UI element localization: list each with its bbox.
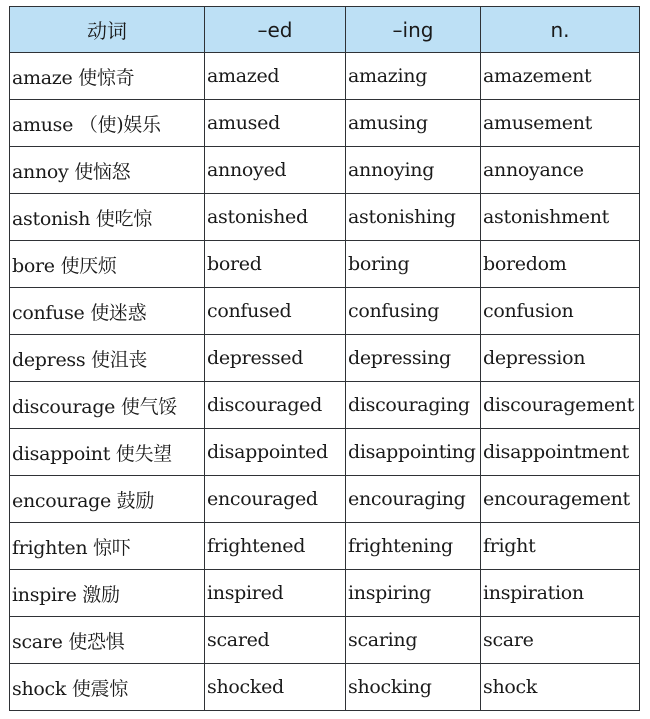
ed-form-cell: inspired [205,570,346,617]
noun-form-cell: confusion [481,288,640,335]
ed-form-cell: discouraged [205,382,346,429]
ed-form-cell: bored [205,241,346,288]
table-row [10,476,640,523]
verb-cell: astonish 使吃惊 [10,194,205,241]
table-row [10,53,640,100]
verb-cell: encourage 鼓励 [10,476,205,523]
ing-form-cell: amusing [346,100,481,147]
table-row [10,335,640,382]
noun-form-cell: amazement [481,53,640,100]
noun-form-cell: boredom [481,241,640,288]
ing-form-cell: boring [346,241,481,288]
verb-cell: confuse 使迷惑 [10,288,205,335]
ing-form-cell: confusing [346,288,481,335]
verb-cell: amuse （使)娱乐 [10,100,205,147]
ed-form-cell: astonished [205,194,346,241]
ed-form-cell: annoyed [205,147,346,194]
header-row [10,7,640,53]
word-forms-table [9,6,640,711]
header-verb: 动词 [10,7,205,53]
noun-form-cell: amusement [481,100,640,147]
ing-form-cell: shocking [346,664,481,711]
ing-form-cell: amazing [346,53,481,100]
noun-form-cell: disappointment [481,429,640,476]
ing-form-cell: annoying [346,147,481,194]
noun-form-cell: depression [481,335,640,382]
table-row [10,617,640,664]
table-row [10,147,640,194]
verb-cell: shock 使震惊 [10,664,205,711]
noun-form-cell: astonishment [481,194,640,241]
ed-form-cell: confused [205,288,346,335]
ed-form-cell: amazed [205,53,346,100]
verb-cell: scare 使恐惧 [10,617,205,664]
noun-form-cell: inspiration [481,570,640,617]
ing-form-cell: depressing [346,335,481,382]
table-header [10,7,640,53]
noun-form-cell: encouragement [481,476,640,523]
verb-cell: discourage 使气馁 [10,382,205,429]
noun-form-cell: scare [481,617,640,664]
ed-form-cell: disappointed [205,429,346,476]
ed-form-cell: depressed [205,335,346,382]
verb-cell: frighten 惊吓 [10,523,205,570]
ed-form-cell: frightened [205,523,346,570]
verb-cell: depress 使沮丧 [10,335,205,382]
verb-cell: inspire 激励 [10,570,205,617]
ed-form-cell: shocked [205,664,346,711]
noun-form-cell: shock [481,664,640,711]
ing-form-cell: encouraging [346,476,481,523]
verb-cell: amaze 使惊奇 [10,53,205,100]
verb-cell: annoy 使恼怒 [10,147,205,194]
ing-form-cell: disappointing [346,429,481,476]
table-row [10,570,640,617]
ing-form-cell: scaring [346,617,481,664]
header-noun: n. [481,7,640,53]
ed-form-cell: amused [205,100,346,147]
header-ing: –ing [346,7,481,53]
ing-form-cell: frightening [346,523,481,570]
table-row [10,241,640,288]
table-row [10,100,640,147]
table-row [10,288,640,335]
header-ed: –ed [205,7,346,53]
table-row [10,523,640,570]
ed-form-cell: encouraged [205,476,346,523]
table-row [10,194,640,241]
ed-form-cell: scared [205,617,346,664]
noun-form-cell: annoyance [481,147,640,194]
table-body [10,53,640,711]
table-row [10,382,640,429]
ing-form-cell: astonishing [346,194,481,241]
verb-cell: disappoint 使失望 [10,429,205,476]
noun-form-cell: fright [481,523,640,570]
ing-form-cell: inspiring [346,570,481,617]
noun-form-cell: discouragement [481,382,640,429]
ing-form-cell: discouraging [346,382,481,429]
verb-cell: bore 使厌烦 [10,241,205,288]
table-row [10,664,640,711]
table-row [10,429,640,476]
